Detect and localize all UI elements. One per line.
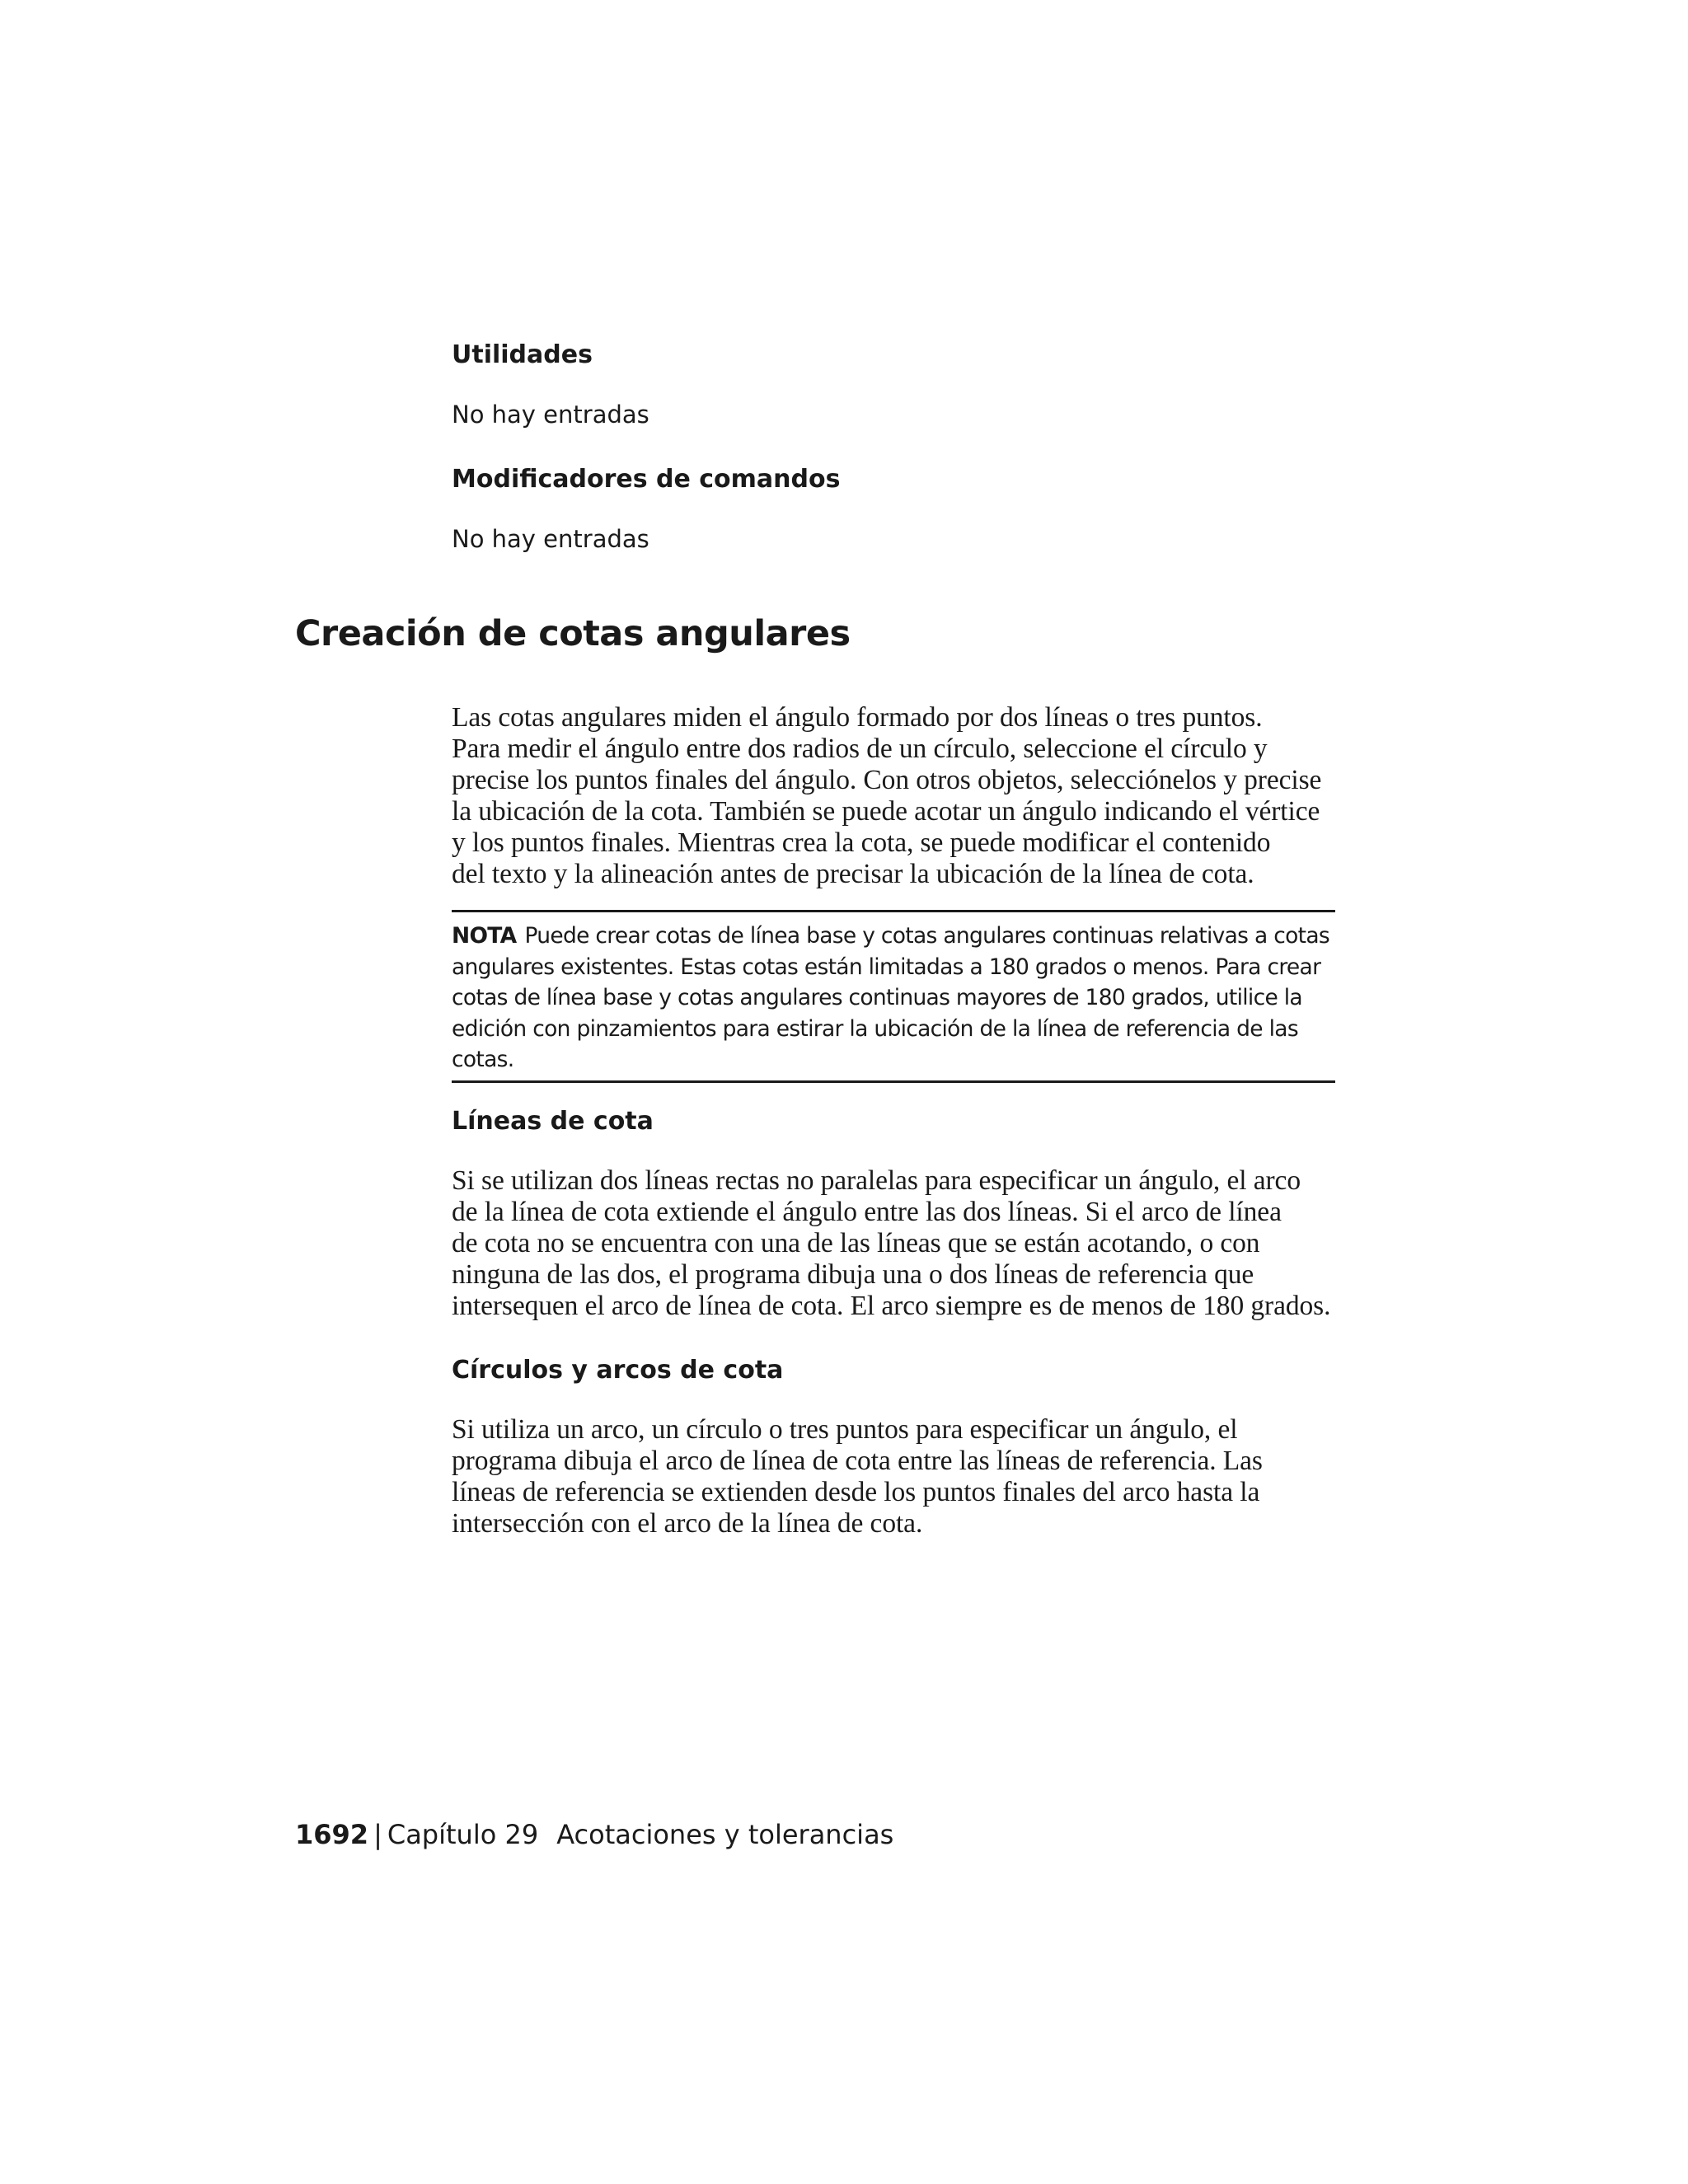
paragraph-line: precise los puntos finales del ángulo. Con otros objetos, selecciónelos y precise [452, 765, 1322, 795]
circles-arcs-paragraph [452, 1414, 1335, 1540]
page-number: 1692 [295, 1819, 369, 1850]
modifiers-text: No hay entradas [452, 525, 649, 553]
modifiers-heading: Modificadores de comandos [452, 465, 841, 494]
paragraph-line: Las cotas angulares miden el ángulo formado por dos líneas o tres puntos. [452, 702, 1263, 733]
note-line [452, 921, 1335, 952]
note-line: cotas de línea base y cotas angulares continuas mayores de 180 grados, utilice la [452, 985, 1302, 1010]
paragraph-line: y los puntos finales. Mientras crea la cota, se puede modificar el contenido [452, 827, 1271, 858]
dimension-lines-heading: Líneas de cota [452, 1107, 654, 1136]
section-title: Creación de cotas angulares [295, 613, 851, 654]
note-box [452, 910, 1335, 1083]
paragraph-line: intersección con el arco de la línea de cota. [452, 1508, 923, 1539]
paragraph-line: líneas de referencia se extienden desde los puntos finales del arco hasta la [452, 1477, 1260, 1507]
note-label: NOTA [452, 923, 517, 949]
paragraph-line: la ubicación de la cota. También se puede acotar un ángulo indicando el vértice [452, 796, 1320, 827]
paragraph-line: programa dibuja el arco de línea de cota entre las líneas de referencia. Las [452, 1446, 1263, 1476]
intro-paragraph [452, 702, 1335, 890]
paragraph-line: Si utiliza un arco, un círculo o tres puntos para especificar un ángulo, el [452, 1414, 1238, 1445]
paragraph-line: de cota no se encuentra con una de las líneas que se están acotando, o con [452, 1228, 1260, 1258]
circles-arcs-heading: Círculos y arcos de cota [452, 1356, 784, 1385]
note-line: cotas. [452, 1047, 514, 1072]
footer-separator: | [373, 1819, 382, 1850]
paragraph-line: del texto y la alineación antes de precisar la ubicación de la línea de cota. [452, 859, 1254, 889]
note-line-text: Puede crear cotas de línea base y cotas angulares continuas relativas a cotas [524, 923, 1329, 949]
paragraph-line: ninguna de las dos, el programa dibuja una o dos líneas de referencia que [452, 1259, 1254, 1290]
page-footer [295, 1818, 893, 1851]
note-line: angulares existentes. Estas cotas están limitadas a 180 grados o menos. Para crear [452, 954, 1321, 980]
dimension-lines-paragraph [452, 1165, 1335, 1322]
utilities-heading: Utilidades [452, 340, 593, 369]
paragraph-line: Para medir el ángulo entre dos radios de un círculo, seleccione el círculo y [452, 733, 1268, 764]
chapter-label: Capítulo 29 [387, 1819, 539, 1850]
utilities-text: No hay entradas [452, 401, 649, 429]
paragraph-line: intersequen el arco de línea de cota. El arco siempre es de menos de 180 grados. [452, 1291, 1331, 1321]
note-line: edición con pinzamientos para estirar la ubicación de la línea de referencia de las [452, 1015, 1298, 1042]
paragraph-line: Si se utilizan dos líneas rectas no paralelas para especificar un ángulo, el arco [452, 1165, 1301, 1196]
chapter-title: Acotaciones y tolerancias [556, 1819, 894, 1850]
paragraph-line: de la línea de cota extiende el ángulo entre las dos líneas. Si el arco de línea [452, 1197, 1282, 1227]
